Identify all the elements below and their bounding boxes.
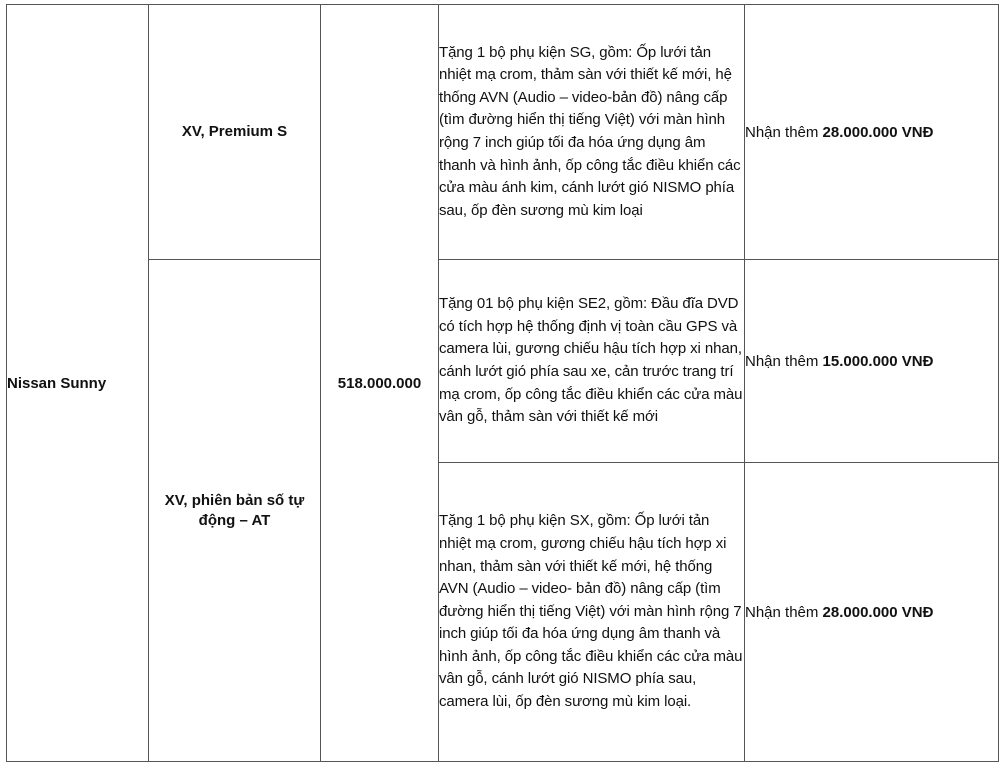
promotion-table [6, 4, 999, 762]
gift-description: Tặng 1 bộ phụ kiện SG, gồm: Ốp lưới tản nhiệt mạ crom, thảm sàn với thiết kế mới, hệ thống AVN (Audio – video-bản đồ) nâng cấp (tìm đường hiển thị tiếng Việt) với màn hình rộng 7 inch giúp tối đa hóa ứng dụng âm thanh và hình ảnh, ốp công tắc điều khiển các cửa màu ánh kim, cánh lướt gió NISMO phía sau, ốp đèn sương mù kim loại [439, 43, 741, 219]
variant-name: XV, phiên bản số tự động – AT [164, 491, 305, 529]
bonus-amount: 28.000.000 VNĐ [822, 603, 934, 621]
bonus-prefix: Nhận thêm [745, 352, 823, 370]
price-cell [321, 5, 439, 762]
bonus-cell [745, 260, 999, 463]
gift-cell [439, 260, 745, 463]
variant-name: XV, Premium S [181, 123, 288, 140]
bonus-prefix: Nhận thêm [745, 123, 823, 141]
variant-cell [149, 5, 321, 260]
table-row [7, 260, 999, 463]
gift-description: Tặng 01 bộ phụ kiện SE2, gồm: Đầu đĩa DVD có tích hợp hệ thống định vị toàn cầu GPS và camera lùi, gương chiếu hậu tích hợp xi nhan, cánh lướt gió phía sau xe, cản trước trang trí mạ crom, ốp công tắc điều khiển các cửa màu vân gỗ, thảm sàn với thiết kế mới [439, 295, 743, 426]
bonus-prefix: Nhận thêm [745, 603, 823, 621]
price-value: 518.000.000 [337, 374, 422, 392]
bonus-amount: 15.000.000 VNĐ [822, 352, 934, 370]
variant-cell [149, 260, 321, 762]
table-row [7, 5, 999, 260]
model-name-cell [7, 5, 149, 762]
bonus-amount: 28.000.000 VNĐ [822, 123, 934, 141]
gift-description: Tặng 1 bộ phụ kiện SX, gồm: Ốp lưới tản nhiệt mạ crom, gương chiếu hậu tích hợp xi nhan, thảm sàn với thiết kế mới, hệ thống AVN (Audio – video- bản đồ) nâng cấp (tìm đường hiển thị tiếng Việt) với màn hình rộng 7 inch giúp tối đa hóa ứng dụng âm thanh và hình ảnh, ốp công tắc điều khiển các cửa màu vân gỗ, cánh lướt gió NISMO phía sau, camera lùi, ốp đèn sương mù kim loại. [439, 512, 743, 711]
bonus-cell [745, 5, 999, 260]
model-name: Nissan Sunny [7, 374, 107, 392]
gift-cell [439, 463, 745, 762]
bonus-cell [745, 463, 999, 762]
gift-cell [439, 5, 745, 260]
